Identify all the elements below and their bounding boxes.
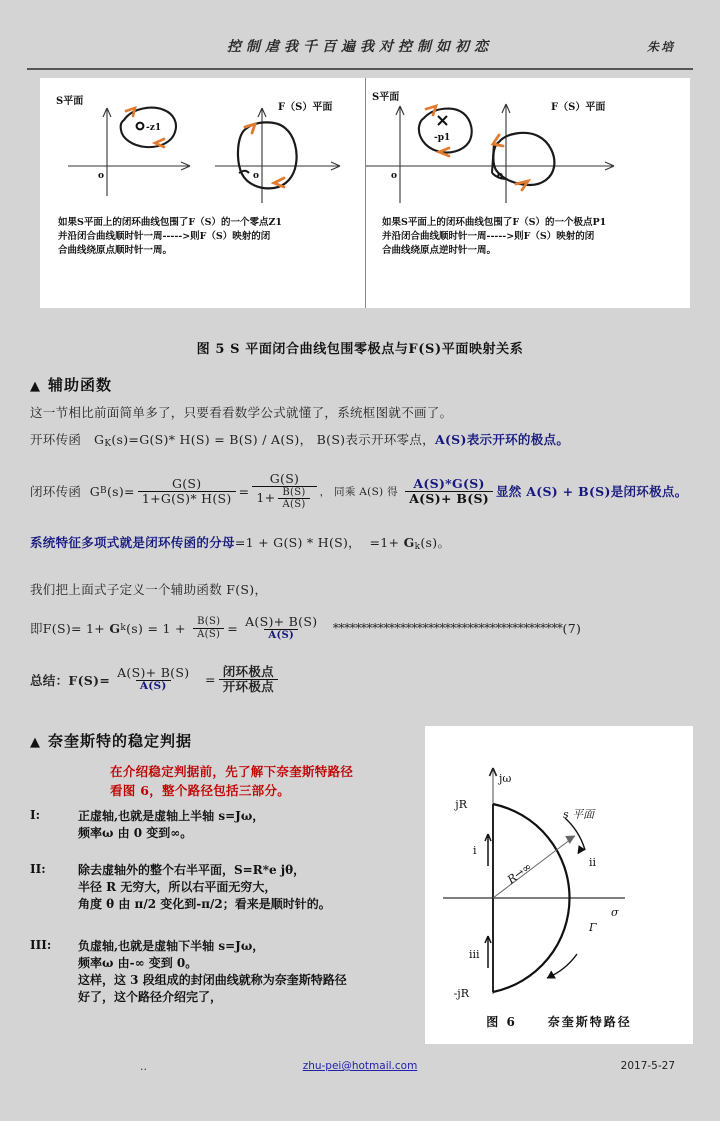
summary-fraction-1 (113, 666, 193, 693)
equals-sign: = (238, 483, 250, 499)
figure5-right-caption (382, 216, 682, 258)
roman-text-3-line-3: 这样，这 3 段组成的封闭曲线就称为奈奎斯特路径 (78, 973, 347, 987)
fraction-1-denominator: 1+G(S)* H(S) (138, 491, 236, 506)
footer-dots: .. (140, 1060, 147, 1073)
svg-text:-p1: -p1 (434, 133, 451, 143)
char-poly-sym: G (403, 535, 415, 550)
roman-marker-1: I: (30, 808, 41, 822)
section-heading-nyquist-label: 奈奎斯特的稳定判据 (48, 732, 193, 750)
eq7-fraction-1-denominator: A(S) (193, 628, 224, 640)
figure6-jR-label: jR (455, 798, 467, 811)
char-poly-rest: =1 + G(S) * H(S)， (234, 535, 361, 550)
open-loop-expr: (s)=G(S)* H(S) = B(S) / A(S)， (111, 432, 313, 447)
nested-fraction (278, 487, 309, 510)
eq7-lhs: 即F(S)= 1+ (30, 621, 106, 637)
roman-marker-2: II: (30, 862, 46, 876)
nested-fraction-denominator: A(S) (278, 498, 309, 510)
figure6-imag-axis-label: jω (499, 772, 512, 785)
closed-loop-symbol-sub: B (100, 486, 107, 497)
roman-marker-3: III: (30, 938, 52, 952)
fraction-3 (405, 477, 493, 506)
roman-text-2 (78, 862, 331, 913)
figure5-right-splane-label: S平面 (372, 92, 400, 103)
open-loop-label: 开环传函 (30, 432, 82, 447)
fraction-3-numerator: A(S)*G(S) (413, 475, 485, 491)
figure6-segment-iii-label: iii (469, 948, 480, 961)
summary-fraction-1-numerator: A(S)+ B(S) (117, 665, 190, 681)
figure6-container (425, 726, 693, 1044)
svg-text:o: o (98, 171, 105, 181)
figure6-caption-text: 奈奎斯特路径 (547, 1015, 632, 1029)
caption-line: 如果S平面上的闭环曲线包围了F（S）的一个零点Z1 (58, 217, 283, 228)
closed-loop-line (30, 472, 688, 510)
section-heading-aux (30, 374, 112, 395)
figure6-caption (425, 1013, 693, 1030)
open-loop-symbol-sub: K (104, 439, 112, 449)
eq7-fraction-2-denominator: A(S) (264, 629, 298, 641)
nested-fraction-numerator: B(S) (282, 487, 306, 498)
roman-text-3 (78, 938, 347, 1006)
figure5-left-caption (58, 216, 358, 258)
header-divider (27, 68, 693, 70)
open-loop-symbol: G (94, 432, 105, 447)
open-loop-note-blue: A(S)表示开环的极点。 (434, 432, 570, 447)
svg-text:-z1: -z1 (146, 123, 162, 133)
caption-line: 合曲线绕原点顺时针一周。 (58, 245, 173, 256)
figure5-left-fsplane-label: F（S）平面 (278, 102, 333, 113)
page-footer (0, 1060, 720, 1080)
closed-loop-mid-text: ， 同乘 A(S) 得 (319, 485, 398, 498)
figure6-gamma-label: Γ (589, 921, 597, 934)
figure5-right-diagram (366, 78, 691, 213)
roman-text-2-line-2: 半径 R 无穷大，所以右平面无穷大， (78, 880, 277, 894)
fraction-2-denominator (252, 486, 316, 510)
figure5-left-panel (40, 78, 365, 308)
eq7-equals: = (227, 620, 239, 636)
char-poly-line (30, 533, 450, 552)
summary-fraction-2-denominator: 开环极点 (219, 679, 278, 694)
figure6-segment-ii-label: ii (589, 856, 597, 869)
svg-text:o: o (497, 171, 504, 181)
fraction-1-numerator: G(S) (171, 475, 202, 491)
figure6-caption-number: 图 6 (486, 1015, 517, 1029)
roman-text-3-line-1: 负虚轴,也就是虚轴下半轴 s=Jω， (78, 939, 265, 953)
eq7-tag: (7) (562, 620, 582, 636)
roman-text-1 (78, 808, 264, 842)
header-title: 控制虐我千百遍我对控制如初恋 (227, 39, 493, 55)
closed-loop-symbol: G (89, 483, 101, 499)
char-poly-sym-tail: (s)。 (420, 535, 451, 550)
caption-line: 如果S平面上的闭环曲线包围了F（S）的一个极点P1 (382, 217, 607, 228)
open-loop-note: B(S)表示开环零点， (316, 432, 435, 447)
fraction-2-numerator: G(S) (269, 471, 300, 486)
figure5-left-splane-label: S平面 (56, 96, 84, 107)
summary-line (30, 665, 281, 694)
page-header (0, 36, 720, 70)
footer-date: 2017-5-27 (620, 1060, 675, 1072)
section-heading-nyquist (30, 730, 192, 751)
summary-fraction-2-numerator: 闭环极点 (222, 664, 274, 679)
fraction-3-denominator: A(S)+ B(S) (405, 491, 493, 506)
eq7-stars-filler: ***************************************** (332, 621, 563, 636)
equation-7-line (30, 615, 581, 641)
figure6-nyquist-diagram (425, 726, 693, 1006)
caption-line: 合曲线绕原点逆时针一周。 (382, 245, 497, 256)
summary-fraction-1-denominator: A(S) (136, 680, 171, 693)
aux-intro-paragraph: 这一节相比前面简单多了，只要看看数学公式就懂了，系统框图就不画了。 (30, 405, 453, 420)
fraction-1 (138, 477, 236, 506)
triangle-bullet-icon: ▲ (30, 379, 41, 394)
define-aux-function-line: 我们把上面式子定义一个辅助函数 F(S)， (30, 582, 268, 597)
footer-email-link[interactable]: zhu-pei@hotmail.com (302, 1060, 418, 1072)
summary-label: 总结：F(S)= (30, 672, 111, 688)
eq7-fraction-1-numerator: B(S) (197, 616, 221, 628)
header-author: 朱培 (646, 40, 675, 54)
char-poly-sym-sub: k (414, 542, 421, 552)
open-loop-line (30, 430, 569, 449)
roman-text-2-line-1: 除去虚轴外的整个右半平面，S=R*e jθ， (78, 863, 306, 877)
summary-equals: = (204, 672, 216, 687)
closed-loop-tail: 显然 A(S) + B(S)是闭环极点。 (496, 484, 688, 500)
nyquist-red-note-line1: 在介绍稳定判据前，先了解下奈奎斯特路径 (110, 764, 354, 779)
figure6-splane-label: s 平面 (563, 808, 595, 821)
triangle-bullet-icon-2: ▲ (30, 735, 41, 750)
eq7-fraction-2-numerator: A(S)+ B(S) (245, 614, 318, 629)
roman-text-2-line-3: 角度 θ 由 π/2 变化到-π/2；看来是顺时针的。 (78, 897, 331, 911)
svg-text:o: o (391, 171, 398, 181)
figure5-caption: 图 5 S 平面闭合曲线包围零极点与F(S)平面映射关系 (196, 342, 524, 357)
svg-text:o: o (253, 171, 260, 181)
eq7-symbol: G (109, 620, 121, 636)
roman-text-1-line-1: 正虚轴,也就是虚轴上半轴 s=Jω， (78, 809, 265, 823)
figure5-right-panel (365, 78, 691, 308)
char-poly-rest2: =1+ (369, 535, 400, 550)
summary-fraction-2 (219, 665, 278, 694)
roman-text-3-line-4: 好了，这个路径介绍完了， (78, 990, 223, 1004)
closed-loop-lhs: (s)= (106, 483, 135, 499)
figure5-right-fsplane-label: F（S）平面 (551, 102, 606, 113)
figure5-container (40, 78, 690, 308)
roman-text-3-line-2: 频率ω 由-∞ 变到 0。 (78, 956, 198, 970)
roman-text-1-line-2: 频率ω 由 0 变到∞。 (78, 826, 193, 840)
figure6-radius-label: R→∞ (504, 859, 535, 887)
caption-line: 并沿闭合曲线顺时针一周----->则F（S）映射的闭 (382, 231, 595, 242)
figure5-left-diagram (40, 78, 365, 213)
eq7-symbol-tail: (s) = 1 + (126, 620, 186, 636)
char-poly-blue: 系统特征多项式就是闭环传函的分母 (30, 535, 235, 550)
fraction-2 (252, 472, 316, 510)
eq7-fraction-2 (241, 615, 321, 641)
fraction-2-den-prefix: 1+ (256, 490, 276, 506)
figure6-neg-jR-label: -jR (453, 987, 469, 1000)
caption-line: 并沿闭合曲线顺时针一周----->则F（S）映射的闭 (58, 231, 271, 242)
eq7-fraction-1 (193, 616, 224, 639)
figure6-segment-i-label: i (473, 844, 477, 857)
nyquist-red-note-line2: 看图 6，整个路径包括三部分。 (110, 783, 291, 798)
closed-loop-label: 闭环传函 (30, 484, 82, 500)
section-heading-aux-label: 辅助函数 (48, 376, 113, 394)
eq7-symbol-sub: k (120, 623, 127, 634)
figure6-real-axis-label: σ (611, 906, 619, 919)
